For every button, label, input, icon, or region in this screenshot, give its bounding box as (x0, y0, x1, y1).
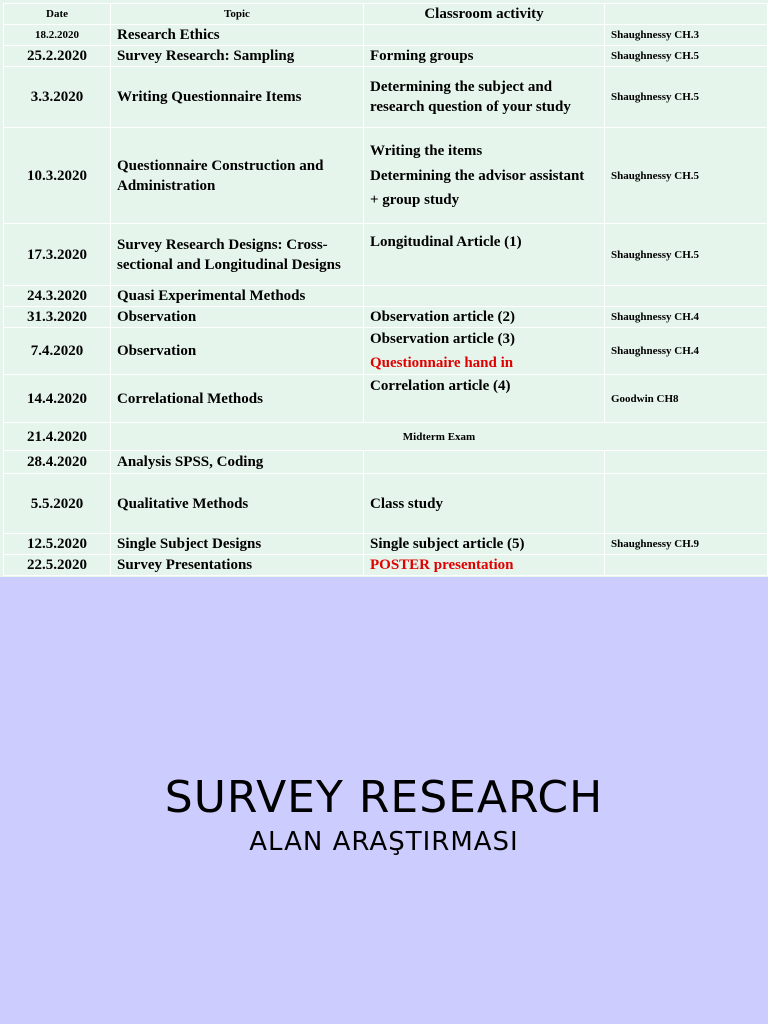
table-row (4, 534, 768, 555)
row-activity: POSTER presentation (364, 555, 605, 576)
row-date: 10.3.2020 (4, 128, 111, 224)
table-header-row (4, 4, 768, 25)
header-activity: Classroom activity (364, 4, 605, 25)
row-activity: Determining the subject and research question of your study (364, 67, 605, 128)
row-topic: Analysis SPSS, Coding (111, 451, 364, 474)
table-row (4, 46, 768, 67)
table-row (4, 128, 768, 224)
row-date: 28.4.2020 (4, 451, 111, 474)
row-topic: Observation (111, 328, 364, 375)
row-activity (364, 286, 605, 307)
row-topic: Qualitative Methods (111, 474, 364, 534)
row-ref: Shaughnessy CH.9 (605, 534, 768, 555)
row-ref: Shaughnessy CH.4 (605, 328, 768, 375)
row-activity (364, 25, 605, 46)
row-ref: Shaughnessy CH.5 (605, 46, 768, 67)
table-row (4, 67, 768, 128)
row-date: 21.4.2020 (4, 423, 111, 451)
slide-title: SURVEY RESEARCH (164, 772, 604, 823)
row-topic: Single Subject Designs (111, 534, 364, 555)
table-row (4, 25, 768, 46)
table-row (4, 286, 768, 307)
row-topic: Quasi Experimental Methods (111, 286, 364, 307)
header-ref (605, 4, 768, 25)
row-topic: Survey Presentations (111, 555, 364, 576)
header-date: Date (4, 4, 111, 25)
activity-line: Determining the advisor assistant (370, 168, 585, 184)
row-topic: Survey Research Designs: Cross-sectional and Longitudinal Designs (111, 224, 364, 286)
table-row (4, 423, 768, 451)
slide-subtitle: ALAN ARAŞTIRMASI (249, 827, 519, 857)
row-date: 12.5.2020 (4, 534, 111, 555)
schedule-table (3, 3, 768, 576)
midterm-cell: Midterm Exam (111, 423, 768, 451)
row-date: 25.2.2020 (4, 46, 111, 67)
row-ref (605, 451, 768, 474)
table-row (4, 474, 768, 534)
row-activity: Single subject article (5) (364, 534, 605, 555)
row-activity: Observation article (2) (364, 307, 605, 328)
row-date: 22.5.2020 (4, 555, 111, 576)
row-date: 3.3.2020 (4, 67, 111, 128)
row-activity (364, 451, 605, 474)
row-ref (605, 474, 768, 534)
row-date: 24.3.2020 (4, 286, 111, 307)
row-activity: Class study (364, 474, 605, 534)
activity-line: + group study (370, 192, 460, 208)
row-activity: Correlation article (4) (364, 375, 605, 423)
row-date: 7.4.2020 (4, 328, 111, 375)
row-activity: Longitudinal Article (1) (364, 224, 605, 286)
activity-line: Writing the items (370, 143, 483, 159)
table-row (4, 555, 768, 576)
row-ref: Shaughnessy CH.3 (605, 25, 768, 46)
row-ref: Shaughnessy CH.4 (605, 307, 768, 328)
row-date: 17.3.2020 (4, 224, 111, 286)
row-ref (605, 555, 768, 576)
row-ref (605, 286, 768, 307)
row-ref: Shaughnessy CH.5 (605, 67, 768, 128)
activity-line: Observation article (3) (370, 331, 515, 347)
row-date: 14.4.2020 (4, 375, 111, 423)
row-date: 18.2.2020 (4, 25, 111, 46)
table-row (4, 307, 768, 328)
row-activity: Forming groups (364, 46, 605, 67)
row-topic: Research Ethics (111, 25, 364, 46)
row-date: 31.3.2020 (4, 307, 111, 328)
row-topic: Observation (111, 307, 364, 328)
row-ref: Shaughnessy CH.5 (605, 128, 768, 224)
row-topic: Correlational Methods (111, 375, 364, 423)
row-topic: Questionnaire Construction and Administration (111, 128, 364, 224)
title-block (0, 770, 768, 858)
header-topic: Topic (111, 4, 364, 25)
table-row (4, 224, 768, 286)
row-date: 5.5.2020 (4, 474, 111, 534)
row-activity (364, 128, 605, 224)
table-row (4, 375, 768, 423)
row-ref: Goodwin CH8 (605, 375, 768, 423)
row-activity (364, 328, 605, 375)
row-topic: Writing Questionnaire Items (111, 67, 364, 128)
row-ref: Shaughnessy CH.5 (605, 224, 768, 286)
activity-highlight: Questionnaire hand in (370, 355, 514, 371)
row-topic: Survey Research: Sampling (111, 46, 364, 67)
table-row (4, 328, 768, 375)
table-row (4, 451, 768, 474)
